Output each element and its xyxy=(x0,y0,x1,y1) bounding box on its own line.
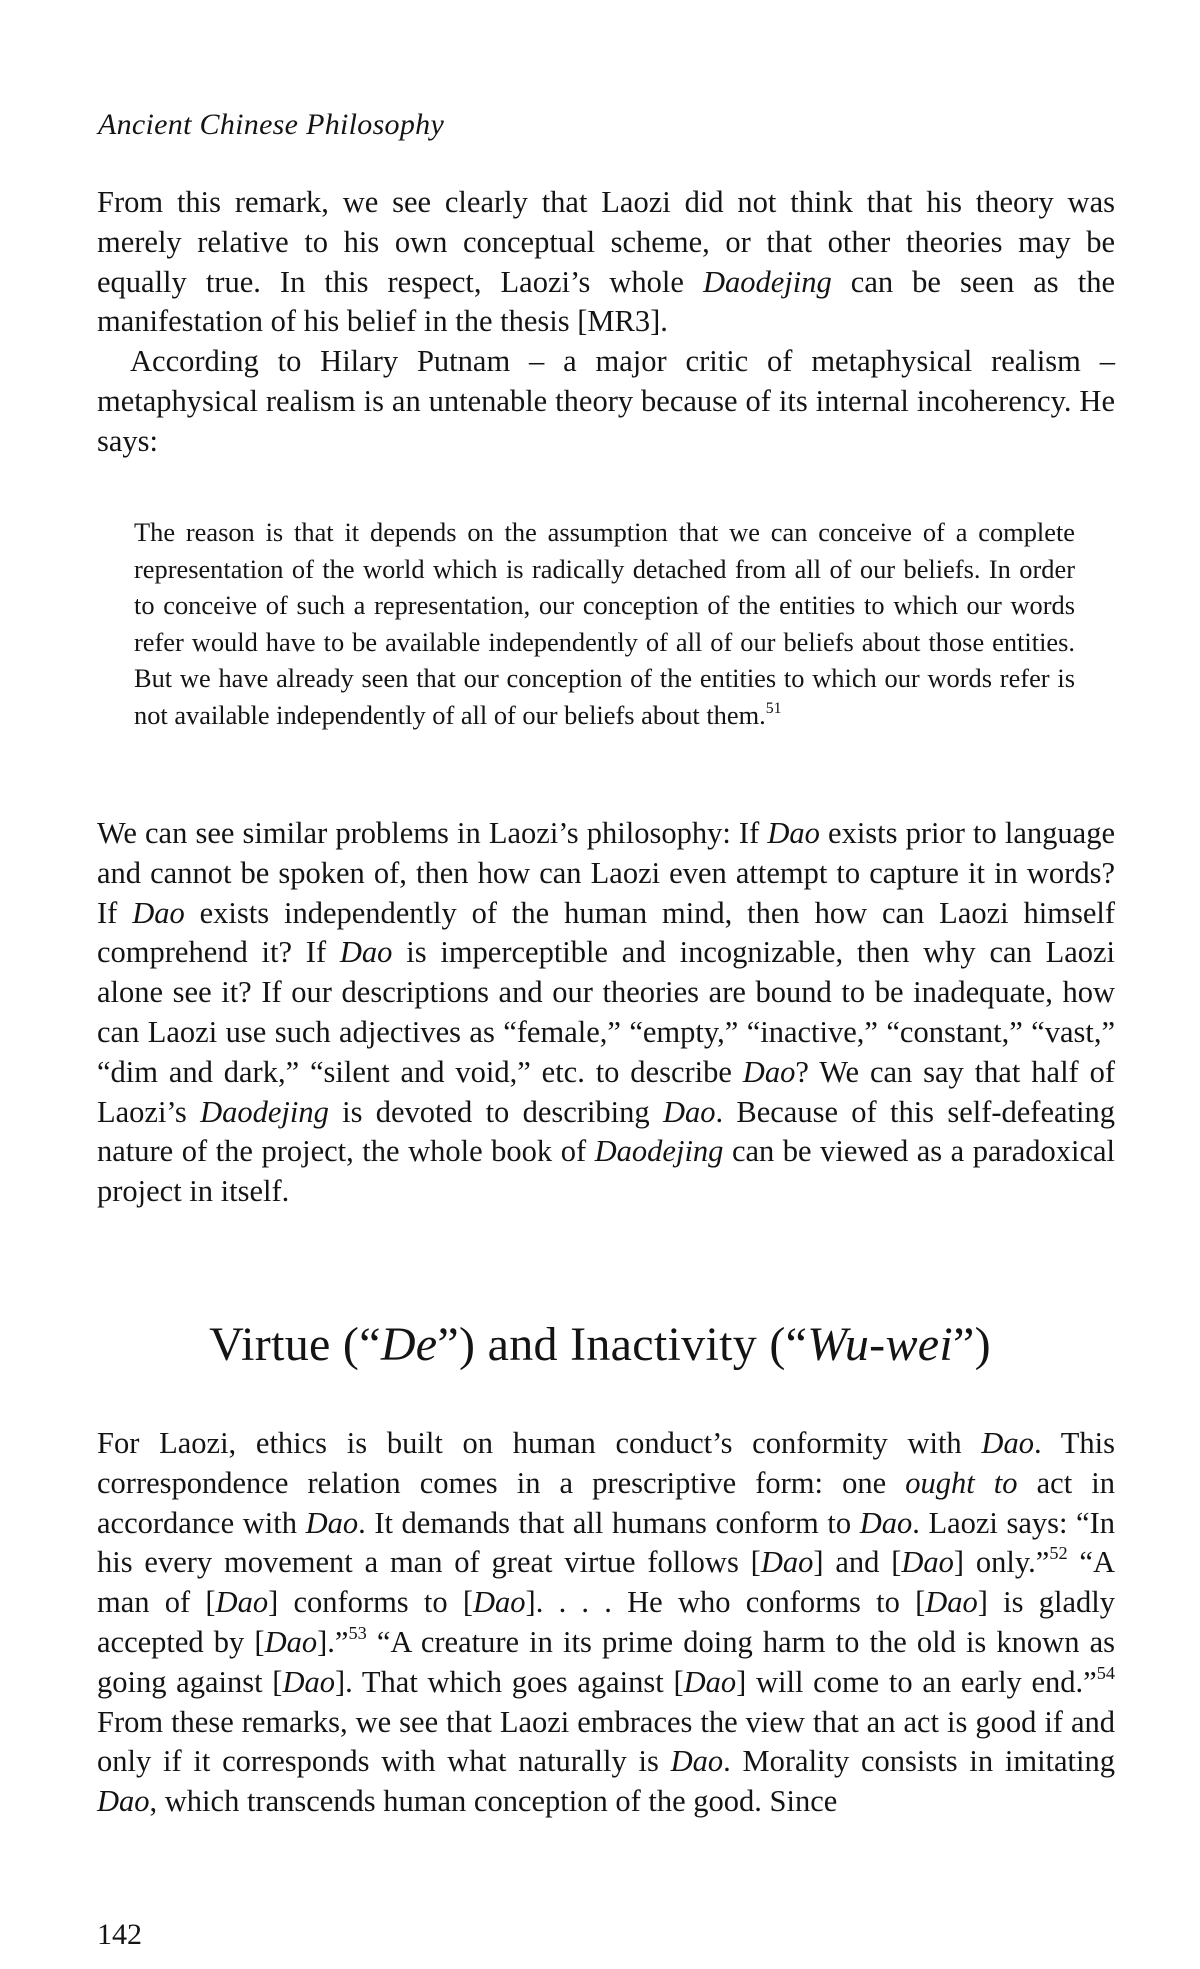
text-run: “A creature in its prime doing harm to the old is known as going against [ xyxy=(97,1624,1115,1699)
footnote-ref: 52 xyxy=(1049,1543,1068,1564)
block-quote xyxy=(134,514,1075,733)
text-run: For Laozi, ethics is built on human conduct’s conformity with xyxy=(97,1426,982,1460)
page-number: 142 xyxy=(97,1918,142,1951)
italic-run: Dao xyxy=(339,935,393,970)
italic-run: Dao xyxy=(305,1505,359,1540)
footnote-ref: 54 xyxy=(1096,1662,1115,1683)
italic-run: Daodejing xyxy=(200,1094,329,1129)
text-run: can be seen as the manifestation of his belief in the thesis [MR3]. xyxy=(97,264,1115,339)
paragraph-4 xyxy=(97,1424,1115,1822)
quote-text: The reason is that it depends on the assumption that we can conceive of a complete representation of the world which is radically detached from all of our beliefs. In order to conceive of such a representation, our conception of the entities to which our words refer would have to be available independently of all of our beliefs about those entities. But we have already seen that our conception of the entities to which our words refer is not available independently of all of our beliefs about them. xyxy=(134,517,1075,730)
italic-run: Dao xyxy=(473,1585,526,1620)
text-run: exists independently of the human mind, then how can Laozi himself comprehend it? If xyxy=(97,895,1115,970)
text-run: act in accordance with xyxy=(97,1465,1115,1540)
section-heading xyxy=(0,1317,1200,1372)
body-block-bottom xyxy=(97,1424,1115,1822)
italic-run: Daodejing xyxy=(594,1134,724,1169)
text-run: ] will come to an early end.” xyxy=(736,1664,1097,1699)
text-run: , which transcends human conception of the good. Since xyxy=(149,1784,838,1819)
text-run: ]. That which goes against [ xyxy=(334,1664,684,1699)
text-run: ] only.” xyxy=(953,1545,1050,1580)
italic-run: Dao xyxy=(683,1664,737,1699)
text-run: is devoted to describing xyxy=(328,1094,663,1129)
running-head: Ancient Chinese Philosophy xyxy=(98,108,445,141)
italic-run: Dao xyxy=(760,1545,814,1580)
text-run: ? We can say that half of Laozi’s xyxy=(97,1054,1115,1129)
italic-run: Dao xyxy=(670,1744,724,1779)
body-block-top xyxy=(97,183,1115,462)
italic-run: Dao xyxy=(767,816,820,850)
text-run: ] and [ xyxy=(813,1545,902,1580)
paragraph-1 xyxy=(97,183,1115,342)
text-run: can be viewed as a paradoxical project in itself. xyxy=(97,1134,1116,1209)
text-run: . Because of this self-defeating nature of the project, the whole book of xyxy=(97,1094,1115,1169)
italic-run: Dao xyxy=(97,1784,150,1819)
italic-run: Daodejing xyxy=(702,264,832,299)
italic-run: ought to xyxy=(905,1465,1018,1500)
body-block-middle xyxy=(97,814,1115,1212)
text-run: ].” xyxy=(317,1624,349,1659)
text-run: We can see similar problems in Laozi’s philosophy: If xyxy=(97,816,768,850)
text-run: . This correspondence relation comes in a prescriptive form: one xyxy=(97,1426,1115,1500)
paragraph-2 xyxy=(97,342,1115,461)
text-run: From this remark, we see clearly that Laozi did not think that his theory was merely relative to his own conceptual scheme, or that other theories may be equally true. In this respect, Laozi’s whole xyxy=(97,185,1115,299)
text-run: exists prior to language and cannot be spoken of, then how can Laozi even attempt to capture it in words? If xyxy=(97,816,1115,930)
italic-run: Dao xyxy=(662,1094,716,1129)
text-run: According to Hilary Putnam – a major critic of metaphysical realism – metaphysical realism is an untenable theory because of its internal incoherency. He says: xyxy=(97,344,1115,458)
italic-run: Dao xyxy=(264,1624,318,1659)
text-run: From these remarks, we see that Laozi embraces the view that an act is good if and only if it corresponds with what naturally is xyxy=(97,1704,1115,1779)
text-run: . It demands that all humans conform to xyxy=(358,1505,860,1540)
italic-run: Dao xyxy=(925,1585,978,1620)
text-run: . Morality consists in imitating xyxy=(723,1744,1116,1779)
footnote-ref: 51 xyxy=(765,699,782,717)
text-run: . Laozi says: “In his every movement a man of great virtue follows [ xyxy=(97,1505,1116,1580)
heading-text: ”) xyxy=(953,1318,991,1371)
italic-run: Dao xyxy=(132,895,185,930)
heading-italic: Wu-wei xyxy=(807,1318,954,1371)
footnote-ref: 53 xyxy=(348,1623,367,1644)
paragraph-3 xyxy=(97,814,1115,1212)
italic-run: Dao xyxy=(215,1585,269,1620)
italic-run: Dao xyxy=(981,1426,1034,1460)
text-run: “A man of [ xyxy=(97,1545,1115,1620)
text-run: is imperceptible and incognizable, then why can Laozi alone see it? If our descriptions and our theories are bound to be inadequate, how can Laozi use such adjectives as “female,” “empty,” “inactive,” “constant,” “vast,” “dim and dark,” “silent and void,” etc. to describe xyxy=(97,935,1116,1089)
italic-run: Dao xyxy=(901,1545,954,1580)
text-run: ]. . . . He who conforms to [ xyxy=(525,1585,926,1620)
text-run: ] is gladly accepted by [ xyxy=(97,1585,1115,1659)
italic-run: Dao xyxy=(859,1505,913,1540)
italic-run: Dao xyxy=(742,1054,796,1089)
text-run: ] conforms to [ xyxy=(268,1585,474,1620)
heading-text: Virtue (“ xyxy=(209,1318,381,1371)
italic-run: Dao xyxy=(282,1664,335,1699)
heading-text: ”) and Inactivity (“ xyxy=(437,1318,808,1371)
heading-italic: De xyxy=(380,1318,438,1371)
